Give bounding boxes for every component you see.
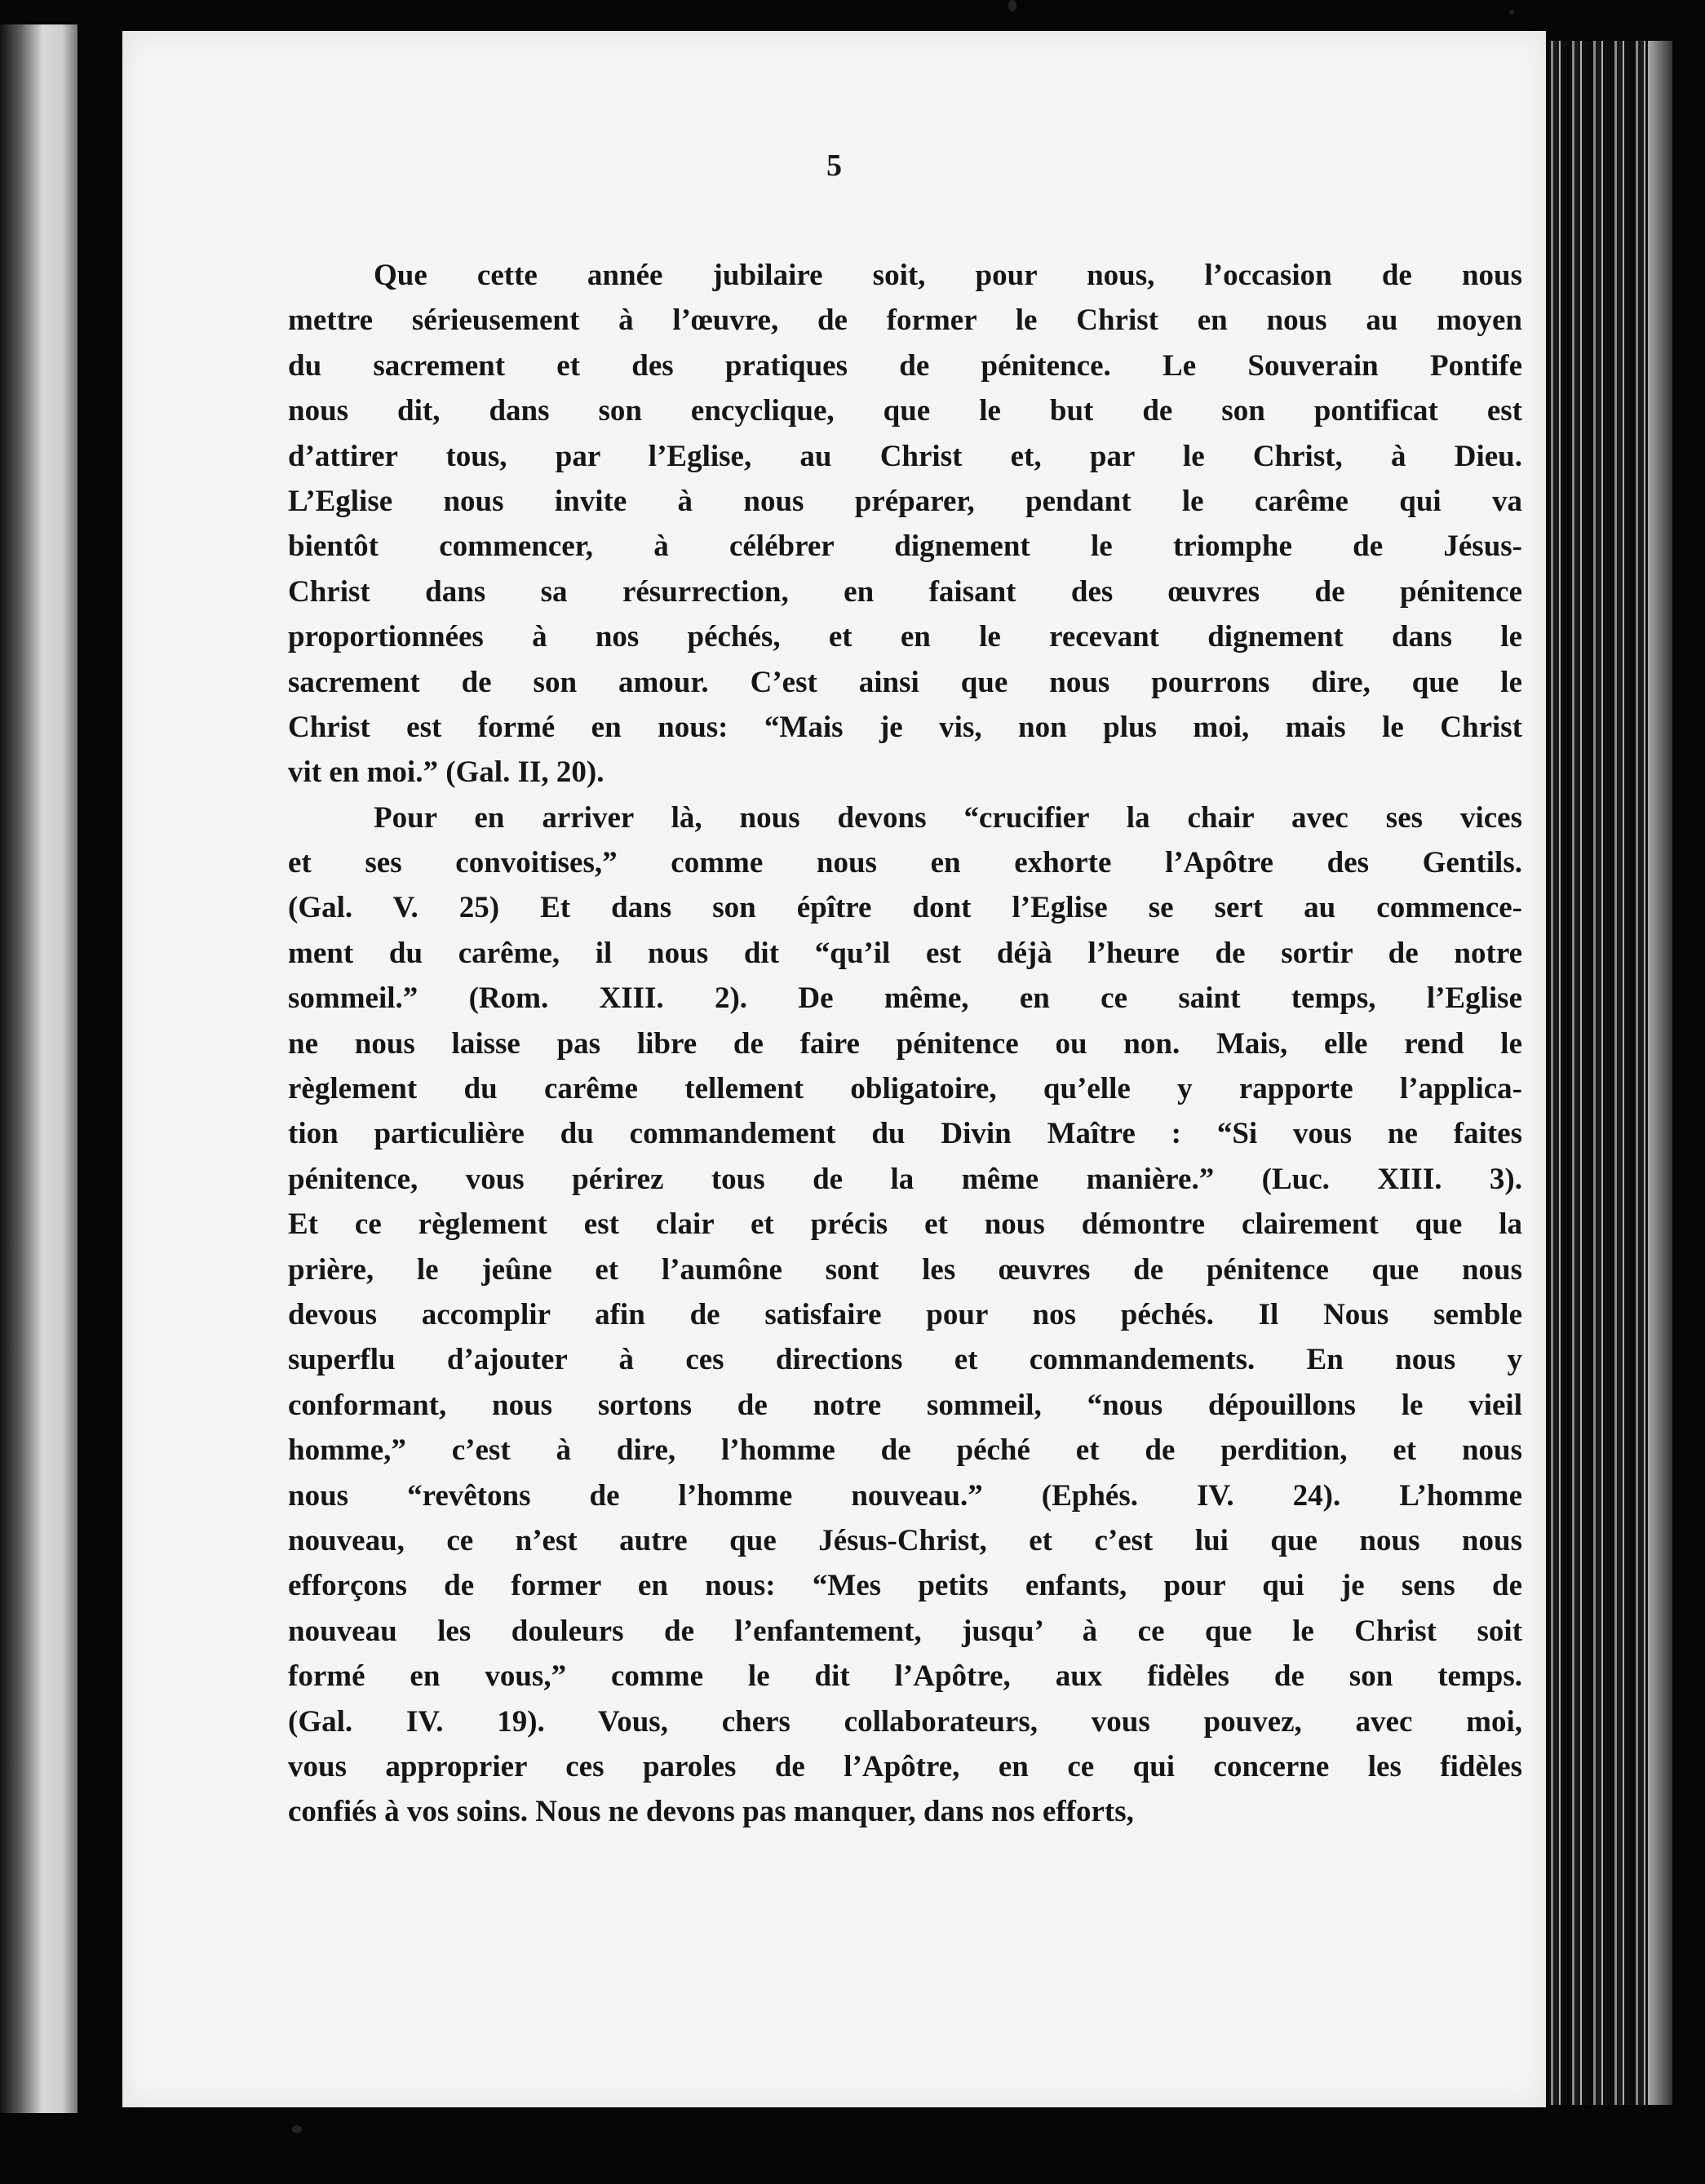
text-line: Et ce règlement est clair et précis et nous démontre clairement que la xyxy=(288,1207,1522,1242)
text-line: bientôt commencer, à célébrer dignement le triomphe de Jésus- xyxy=(288,529,1522,564)
text-line: tion particulière du commandement du Divin Maître : “Si vous ne faites xyxy=(288,1117,1522,1151)
scan-speck xyxy=(1008,0,1016,11)
text-line: et ses convoitises,” comme nous en exhorte l’Apôtre des Gentils. xyxy=(288,846,1522,880)
text-line: devous accomplir afin de satisfaire pour nos péchés. Il Nous semble xyxy=(288,1297,1522,1331)
text-line: d’attirer tous, par l’Eglise, au Christ et, par le Christ, à Dieu. xyxy=(288,439,1522,473)
text-line: nouveau, ce n’est autre que Jésus-Christ, et c’est lui que nous nous xyxy=(288,1523,1522,1557)
text-line: (Gal. V. 25) Et dans son épître dont l’Eglise se sert au commence- xyxy=(288,891,1522,925)
text-line: nouveau les douleurs de l’enfantement, jusqu’ à ce que le Christ soit xyxy=(288,1614,1522,1648)
text-line: sacrement de son amour. C’est ainsi que nous pourrons dire, que le xyxy=(288,665,1522,699)
paragraph xyxy=(288,795,1522,1835)
text-line: mettre sérieusement à l’œuvre, de former le Christ en nous au moyen xyxy=(288,303,1522,338)
text-line: règlement du carême tellement obligatoire, qu’elle y rapporte l’applica- xyxy=(288,1072,1522,1106)
text-line: pénitence, vous périrez tous de la même manière.” (Luc. XIII. 3). xyxy=(288,1162,1522,1196)
paragraph xyxy=(288,253,1522,795)
text-line: superflu d’ajouter à ces directions et commandements. En nous y xyxy=(288,1343,1522,1377)
book-page-edges xyxy=(1546,41,1672,2105)
text-line: ne nous laisse pas libre de faire pénitence ou non. Mais, elle rend le xyxy=(288,1026,1522,1061)
text-line: sommeil.” (Rom. XIII. 2). De même, en ce saint temps, l’Eglise xyxy=(288,981,1522,1016)
page-sheet xyxy=(122,31,1546,2107)
text-line: nous “revêtons de l’homme nouveau.” (Ephés. IV. 24). L’homme xyxy=(288,1478,1522,1513)
text-line: proportionnées à nos péchés, et en le recevant dignement dans le xyxy=(288,620,1522,654)
scan-speck xyxy=(292,2125,302,2133)
text-line: confiés à vos soins. Nous ne devons pas manquer, dans nos efforts, xyxy=(288,1795,1134,1829)
scan-speck xyxy=(1509,10,1514,15)
text-line: Pour en arriver là, nous devons “crucifier la chair avec ses vices xyxy=(374,800,1522,835)
text-line: (Gal. IV. 19). Vous, chers collaborateurs, vous pouvez, avec moi, xyxy=(288,1704,1522,1739)
facing-page-edge xyxy=(0,24,78,2113)
page-number: 5 xyxy=(826,148,842,183)
text-line: efforçons de former en nous: “Mes petits enfants, pour qui je sens de xyxy=(288,1569,1522,1603)
text-line: Christ dans sa résurrection, en faisant des œuvres de pénitence xyxy=(288,574,1522,609)
body-text xyxy=(288,253,1522,1835)
text-line: L’Eglise nous invite à nous préparer, pendant le carême qui va xyxy=(288,484,1522,518)
text-line: prière, le jeûne et l’aumône sont les œuvres de pénitence que nous xyxy=(288,1252,1522,1287)
text-line: du sacrement et des pratiques de pénitence. Le Souverain Pontife xyxy=(288,348,1522,383)
text-line: Christ est formé en nous: “Mais je vis, non plus moi, mais le Christ xyxy=(288,710,1522,744)
text-line: vit en moi.” (Gal. II, 20). xyxy=(288,755,604,790)
text-line: formé en vous,” comme le dit l’Apôtre, aux fidèles de son temps. xyxy=(288,1659,1522,1694)
text-line: vous approprier ces paroles de l’Apôtre, en ce qui concerne les fidèles xyxy=(288,1749,1522,1783)
text-line: Que cette année jubilaire soit, pour nous, l’occasion de nous xyxy=(374,259,1522,292)
text-line: homme,” c’est à dire, l’homme de péché et de perdition, et nous xyxy=(288,1433,1522,1468)
text-line: ment du carême, il nous dit “qu’il est déjà l’heure de sortir de notre xyxy=(288,936,1522,970)
text-line: conformant, nous sortons de notre sommeil, “nous dépouillons le vieil xyxy=(288,1388,1522,1422)
text-line: nous dit, dans son encyclique, que le but de son pontificat est xyxy=(288,394,1522,428)
